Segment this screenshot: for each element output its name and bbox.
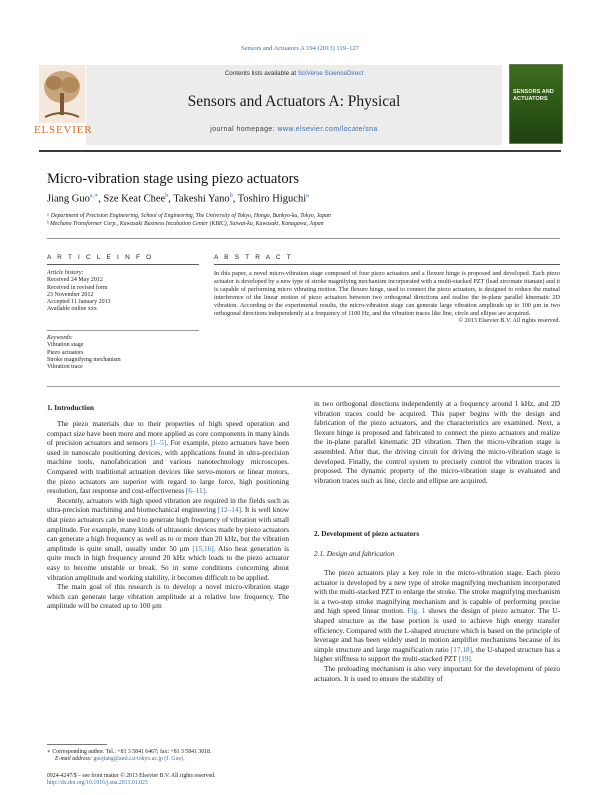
journal-citation-link[interactable]: Sensors and Actuators A 194 (2013) 119–127: [241, 45, 359, 52]
citation-link[interactable]: [6–11]: [185, 486, 206, 496]
footnotes: [47, 749, 289, 763]
text-run: The piezo materials due to their properties of high speed operation and compact size have been more and more applied as core components in many kinds of precision actuators and sensors: [47, 419, 289, 448]
history-item: 23 November 2012: [47, 291, 94, 298]
author-name: Jiang Guo: [47, 193, 90, 205]
publisher-logo-text: ELSEVIER: [34, 124, 93, 136]
keyword-item: Stroke magnifying mechanism: [47, 356, 121, 363]
header-divider: [39, 150, 561, 152]
figure-link[interactable]: Fig. 1: [407, 606, 426, 616]
affiliation-b: ᵇ Mechano Transformer Corp., Kawasaki Business Incubation Center (KBIC), Saiwai-ku, Kawasaki, Kanagawa, Japan: [47, 221, 324, 227]
history-item: Received 24 May 2012: [47, 277, 103, 284]
email-label: E-mail address:: [55, 756, 94, 763]
contents-line: [86, 70, 502, 77]
journal-title: Sensors and Actuators A: Physical: [187, 93, 401, 110]
issn-doi-block: [47, 773, 289, 787]
keywords: [47, 335, 197, 371]
history-item: Received in revised form: [47, 284, 108, 291]
text-run: The piezo actuators play a key role in the micro-vibration stage. Each piezo actuator is developed by a new type of stroke magnifying mechanism incorporated with the multi-stacked PZT to enlarge the stroke. The stroke magnifying mechanism is a two-step stroke magnifying mechanism and is capable of performing precise and high speed linear motion.: [314, 568, 561, 616]
author-affiliation-link[interactable]: b: [229, 193, 233, 199]
paragraph: The main goal of this research is to develop a novel micro-vibration stage which can generate large vibration amplitude at a relative low frequency. The amplitude will be created up to 100 μm: [47, 582, 289, 611]
author-name: Toshiro Higuchi: [237, 193, 307, 205]
citation-link[interactable]: [15,16]: [192, 543, 214, 553]
abstract-heading: A B S T R A C T: [214, 254, 293, 261]
article-info-heading: A R T I C L E I N F O: [47, 254, 154, 261]
text-run: Recently, actuators with high speed vibration are required in the fields such as ultra-precision machining and biomechanical engineering: [47, 495, 289, 515]
keywords-label: Keywords:: [47, 335, 73, 341]
contents-prefix: Contents lists available at: [224, 70, 298, 77]
citation-link[interactable]: [17,18]: [450, 644, 473, 654]
history-item: Available online xxx: [47, 306, 97, 313]
email-note: [47, 756, 289, 763]
section-2-heading: 2. Development of piezo actuators: [314, 529, 420, 538]
affiliation-divider: [47, 238, 560, 239]
issn-line: 0924-4247/$ – see front matter © 2013 Elsevier B.V. All rights reserved.: [47, 773, 216, 779]
affiliation-a: ᵃ Department of Precision Engineering, School of Engineering, The University of Tokyo, Hongo, Bunkyo-ku, Tokyo, Japan: [47, 213, 331, 219]
author-name: Takeshi Yano: [173, 193, 230, 205]
homepage-url-link[interactable]: www.elsevier.com/locate/sna: [277, 126, 378, 133]
author-list: Jiang Guo$^{a,∗}$, Sze Keat Chee$^b$, Takeshi Yano$^b$, Toshiro Higuchi$^a$: [47, 193, 309, 205]
abstract-text: In this paper, a novel micro-vibration stage composed of four piezo actuators and a flexure hinge is proposed and developed. Each piezo actuator is developed by a new type of stroke magnifying mechanism incorporated with a multi-stacked PZT (lead zirconate titanate) and it is capable of performing micro vibrating motion. The flexure hinge, used to connect the piezo actuators, is designed to reduce the mutual interference of the linear motion of piezo actuators between two orthogonal directions and realize the in-plane parallel kinematic 2D vibration. According to the experimental results, the micro-vibration stage can generate large vibration amplitude up to 100 μm in two orthogonal directions independently at a frequency of 1100 Hz, and the vibration traces like line, circle and ellipse are acquired.: [214, 270, 560, 317]
paragraph: [47, 419, 289, 496]
paragraph: The preloading mechanism is also very important for the development of piezo actuators. It is used to ensure the stability of: [314, 663, 560, 683]
sciencedirect-link[interactable]: SciVerse ScienceDirect: [297, 70, 364, 77]
author-affiliation-link[interactable]: a: [306, 193, 309, 199]
corresponding-author-note: ∗ Corresponding author. Tel.: +81 3 5841 6467; fax: +81 3 5841 3018.: [47, 749, 212, 755]
copyright-notice: © 2013 Elsevier B.V. All rights reserved.: [458, 317, 560, 325]
article-info-rule: [47, 264, 199, 265]
abstract-body: [214, 270, 560, 325]
keyword-item: Vibration stage: [47, 342, 84, 349]
text-run: .: [470, 654, 473, 664]
citation-link[interactable]: [1–5]: [150, 438, 167, 448]
citation-link[interactable]: [19]: [458, 654, 471, 664]
abstract-bottom-divider: [47, 386, 560, 387]
journal-cover-title: SENSORS AND ACTUATORS: [513, 89, 554, 102]
paragraph: [314, 568, 560, 664]
author-affiliation-link[interactable]: a,∗: [89, 193, 99, 199]
author-name: Sze Keat Chee: [103, 193, 166, 205]
keyword-item: Vibration trace: [47, 364, 83, 371]
footnote-rule: [47, 744, 107, 745]
author-affiliation-link[interactable]: b: [165, 193, 169, 199]
text-run: . Also heat generation is quite much in high frequency around 20 kHz which leads to the piezo actuator easy to become unstable or break. So in some conditions concerning about vibration amplitude and working stability, it becomes difficult to be applied.: [47, 543, 289, 582]
article-history: [47, 270, 197, 314]
right-column-section-2-text: [314, 568, 560, 683]
citation-link[interactable]: [12–14]: [217, 505, 242, 515]
text-run: , the U-shaped structure has a higher stiffness to support the multi-stacked PZT: [314, 644, 560, 664]
journal-cover-image: [509, 64, 563, 144]
keywords-divider: [47, 330, 199, 331]
text-run: . For example, piezo actuators have been used in nanoscale positioning devices, with applications found in ultra-precision machine tools, nanofabrication and various nanotechnology microscopes. Compared with traditional actuation devices like servo-motors or linear motors, the piezo actuators are superior with regard to large force, high positioning resolution, fast response and cost-effectiveness: [47, 438, 289, 496]
journal-homepage: [86, 126, 502, 133]
left-column-text: [47, 419, 289, 611]
text-run: .: [205, 486, 207, 496]
text-run: . It is well know that piezo actuators can be used to generate high frequency of vibration with small amplitude. For example, many kinds of ultrasonic devices made by piezo actuators can generate a high frequency as well as to or more than 20 kHz, but the vibration amplitude is quite small, usually under 50 μm: [47, 505, 289, 553]
history-item: Accepted 11 January 2013: [47, 299, 111, 306]
article-title: Micro-vibration stage using piezo actuators: [47, 171, 300, 187]
doi-link[interactable]: http://dx.doi.org/10.1016/j.sna.2013.01.025: [47, 780, 148, 787]
homepage-prefix: journal homepage:: [210, 126, 278, 133]
email-link[interactable]: guojiang@aml.t.u-tokyo.ac.jp (J. Guo).: [93, 756, 185, 763]
history-label: Article history:: [47, 270, 84, 276]
section-1-heading: 1. Introduction: [47, 403, 94, 412]
subsection-2-1-heading: 2.1. Design and fabrication: [314, 549, 395, 558]
right-column-intro-continuation: in two orthogonal directions independently at a frequency around 1 kHz, and 2D vibration traces could be acquired. This paper begins with the design and fabrication of the piezo actuators, and the characteristics are examined. Next, a flexure hinge is proposed and fabricated to connect the piezo actuators and realize the in-plane parallel kinematic 2D vibration. Then the micro-vibration stage is assembled. After that, the driving circuit for driving the micro-vibration stage is developed. Finally, the control system to precisely control the vibration traces is proposed. The dynamic property of the micro-vibration stage is evaluated and vibration traces such as line, circle and ellipse are acquired.: [314, 399, 560, 485]
text-run: shows the design of piezo actuator. The U-shaped structure as the base portion is used to achieve high energy transfer efficiency. Compared with the L-shaped structure which is based on the principle of leverage and has been widely used in motion amplifier mechanisms because of its simple structure and large magnification ratio: [314, 606, 560, 654]
keyword-item: Piezo actuators: [47, 349, 84, 356]
abstract-rule: [214, 264, 560, 265]
paragraph: [47, 496, 289, 582]
